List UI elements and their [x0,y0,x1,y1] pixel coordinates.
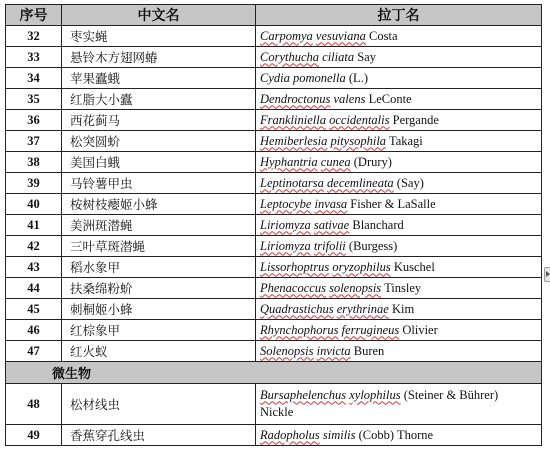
header-number: 序号 [6,5,62,26]
species-epithet: erythrinae [336,301,389,316]
latin-name [256,89,542,110]
species-epithet: solenopsis [329,280,382,295]
species-epithet: cunea [320,154,351,169]
chinese-name: 三叶草斑潜蝇 [62,236,256,257]
chinese-name: 西花蓟马 [62,110,256,131]
row-number: 45 [6,299,62,320]
chinese-name: 苹果蠹蛾 [62,68,256,89]
latin-name [256,47,542,68]
chinese-name: 香蕉穿孔线虫 [62,425,256,446]
header-latin-name: 拉丁名 [256,5,542,26]
species-epithet: vesuviana [315,28,366,43]
species-epithet: invasa [314,196,348,211]
chinese-name: 美洲斑潜蝇 [62,215,256,236]
author-citation: Pergande [392,112,439,127]
latin-name [256,236,542,257]
row-number: 38 [6,152,62,173]
table-row [6,425,542,446]
genus-name: Phenacoccus [260,280,326,295]
species-epithet: oryzophilus [332,259,391,274]
author-citation: (Burgess) [348,238,398,253]
row-number: 41 [6,215,62,236]
row-number: 44 [6,278,62,299]
latin-name [256,26,542,47]
author-citation: (Drury) [353,154,392,169]
table-row [6,236,542,257]
chinese-name: 松突圆蚧 [62,131,256,152]
section-label: 微生物 [6,362,542,384]
row-number: 46 [6,320,62,341]
table-row [6,173,542,194]
author-citation: Say [357,49,376,64]
species-epithet: ferrugineus [341,322,400,337]
latin-name [256,68,542,89]
latin-name [256,152,542,173]
genus-name: Bursaphelenchus [260,387,347,402]
table-row [6,320,542,341]
chinese-name: 扶桑绵粉蚧 [62,278,256,299]
table-row [6,152,542,173]
author-citation-continued: Nickle [260,404,294,419]
row-number: 34 [6,68,62,89]
author-citation: LeConte [368,91,412,106]
genus-name: Liriomyza [260,238,311,253]
genus-name: Lissorhoptrus [260,259,330,274]
genus-name: Radopholus [260,427,320,442]
genus-name: Liriomyza [260,217,311,232]
genus-name: Quadrastichus [260,301,334,316]
genus-name: Hemiberlesia [260,133,328,148]
species-epithet: ciliata [322,49,355,64]
row-number: 40 [6,194,62,215]
species-epithet: sativae [313,217,350,232]
row-number: 49 [6,425,62,446]
table-row [6,110,542,131]
species-epithet: invicta [316,343,351,358]
table-row [6,257,542,278]
row-number: 35 [6,89,62,110]
latin-name [256,110,542,131]
author-citation: Olivier [402,322,438,337]
latin-name [256,194,542,215]
author-citation: Fisher & LaSalle [350,196,436,211]
genus-name: Carpomya [260,28,313,43]
table-row [6,215,542,236]
author-citation: (L.) [348,70,368,85]
header-row [6,5,542,26]
table-row [6,131,542,152]
table-row [6,341,542,362]
chinese-name: 桉树枝瘿姬小蜂 [62,194,256,215]
latin-name [256,384,542,425]
species-epithet: pomonella [292,70,346,85]
table-row [6,278,542,299]
genus-name: Rhynchophorus [260,322,339,337]
header-chinese-name: 中文名 [62,5,256,26]
table-body [6,26,542,446]
author-citation: Kuschel [393,259,435,274]
latin-name [256,131,542,152]
latin-name [256,320,542,341]
genus-name: Cydia [260,70,290,85]
row-number: 48 [6,384,62,425]
genus-name: Frankliniella [260,112,326,127]
author-citation: Kim [391,301,415,316]
latin-name [256,215,542,236]
row-number: 39 [6,173,62,194]
author-citation: Costa [369,28,398,43]
author-citation: Buren [353,343,385,358]
side-scroll-handle[interactable] [544,267,550,282]
table-row [6,384,542,425]
section-row [6,362,542,384]
latin-name [256,173,542,194]
chinese-name: 美国白蛾 [62,152,256,173]
author-citation: (Cobb) Thorne [358,427,434,442]
table-row [6,299,542,320]
row-number: 32 [6,26,62,47]
chinese-name: 稻水象甲 [62,257,256,278]
row-number: 36 [6,110,62,131]
chinese-name: 枣实蝇 [62,26,256,47]
chinese-name: 刺桐姬小蜂 [62,299,256,320]
genus-name: Leptocybe [260,196,312,211]
chinese-name: 松材线虫 [62,384,256,425]
genus-name: Solenopsis [260,343,314,358]
species-epithet: similis [322,427,356,442]
chinese-name: 红棕象甲 [62,320,256,341]
table-row [6,194,542,215]
row-number: 47 [6,341,62,362]
author-citation: Takagi [388,133,423,148]
row-number: 37 [6,131,62,152]
genus-name: Dendroctonus [260,91,331,106]
author-citation: Tinsley [384,280,422,295]
latin-name [256,341,542,362]
chinese-name: 马铃薯甲虫 [62,173,256,194]
row-number: 33 [6,47,62,68]
genus-name: Leptinotarsa [260,175,324,190]
author-citation: (Steiner & Bührer) [403,387,499,402]
chinese-name: 悬铃木方翅网蝽 [62,47,256,68]
species-epithet: decemlineata [327,175,394,190]
latin-name [256,278,542,299]
species-table [5,4,542,446]
row-number: 42 [6,236,62,257]
species-epithet: occidentalis [329,112,390,127]
table-row [6,89,542,110]
table-row [6,26,542,47]
species-epithet: pitysophila [330,133,387,148]
genus-name: Corythucha [260,49,320,64]
species-epithet: trifolii [313,238,346,253]
species-epithet: valens [333,91,366,106]
author-citation: Blanchard [352,217,404,232]
genus-name: Hyphantria [260,154,318,169]
author-citation: (Say) [396,175,424,190]
chinese-name: 红火蚁 [62,341,256,362]
latin-name [256,425,542,446]
row-number: 43 [6,257,62,278]
table-row [6,47,542,68]
table-row [6,68,542,89]
species-epithet: xylophilus [349,387,401,402]
latin-name [256,299,542,320]
chinese-name: 红脂大小蠹 [62,89,256,110]
latin-name [256,257,542,278]
